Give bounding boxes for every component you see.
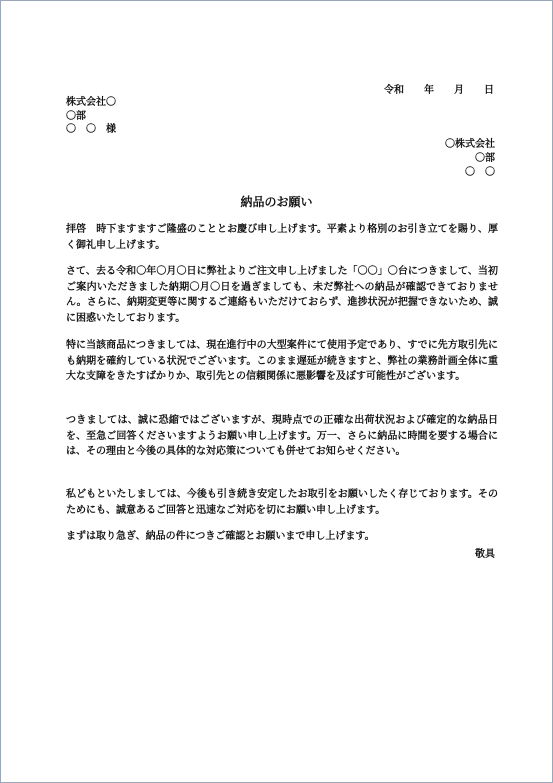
body-paragraph-greeting: 拝啓 時下ますますご隆盛のこととお慶び申し上げます。平素より格別のお引き立てを賜り、厚く御礼申し上げます。 (66, 224, 498, 251)
body-paragraph-relationship: 私どもといたしましては、今後も引き続き安定したお取引をお願いしたく存じております。そのためにも、誠意あるご回答と迅速なご対応を切にお願い申し上げます。 (66, 489, 498, 516)
recipient-department: 〇部 (66, 110, 86, 122)
sender-department: 〇部 (475, 153, 495, 164)
recipient-company: 株式会社〇 (66, 97, 116, 108)
body-paragraph-conclusion: まずは取り急ぎ、納品の件につきご確認とお願いまで申し上げます。 (66, 531, 375, 542)
body-paragraph-delay: さて、去る令和〇年〇月〇日に弊社よりご注文申し上げました「〇〇」〇台につきまして、当初ご案内いただきました納期〇月〇日を過ぎましても、未だ弊社への納品が確認できておりません。さらに、納期変更等に関するご連絡もいただけておらず、進捗状況が把握できないため、誠に困惑いたしております。 (66, 266, 498, 324)
recipient-block (66, 96, 116, 137)
sender-company: 〇株式会社 (445, 139, 495, 150)
sender-person: 〇 〇 (465, 167, 495, 178)
document-title: 納品のお願い (240, 195, 313, 209)
date-line: 令和 年 月 日 (384, 85, 494, 96)
body-paragraph-impact: 特に当該商品につきましては、現在進行中の大型案件にて使用予定であり、すでに先方取引先にも納期を確約している状況でございます。このまま遅延が続きますと、弊社の業務計画全体に重大な支障をきたすばかりか、取引先との信頼関係に悪影響を及ぼす可能性がございます。 (66, 340, 498, 382)
recipient-person: 〇 〇 様 (66, 124, 116, 135)
body-paragraph-request: つきましては、誠に恐縮ではございますが、現時点での正確な出荷状況および確定的な納品日を、至急ご回答くださいますようお願い申し上げます。万一、さらに納品に時間を要する場合には、その理由と今後の具体的な対応策についても併せてお知らせください。 (66, 415, 498, 457)
closing-phrase: 敬具 (475, 549, 495, 560)
sender-block (445, 138, 495, 180)
